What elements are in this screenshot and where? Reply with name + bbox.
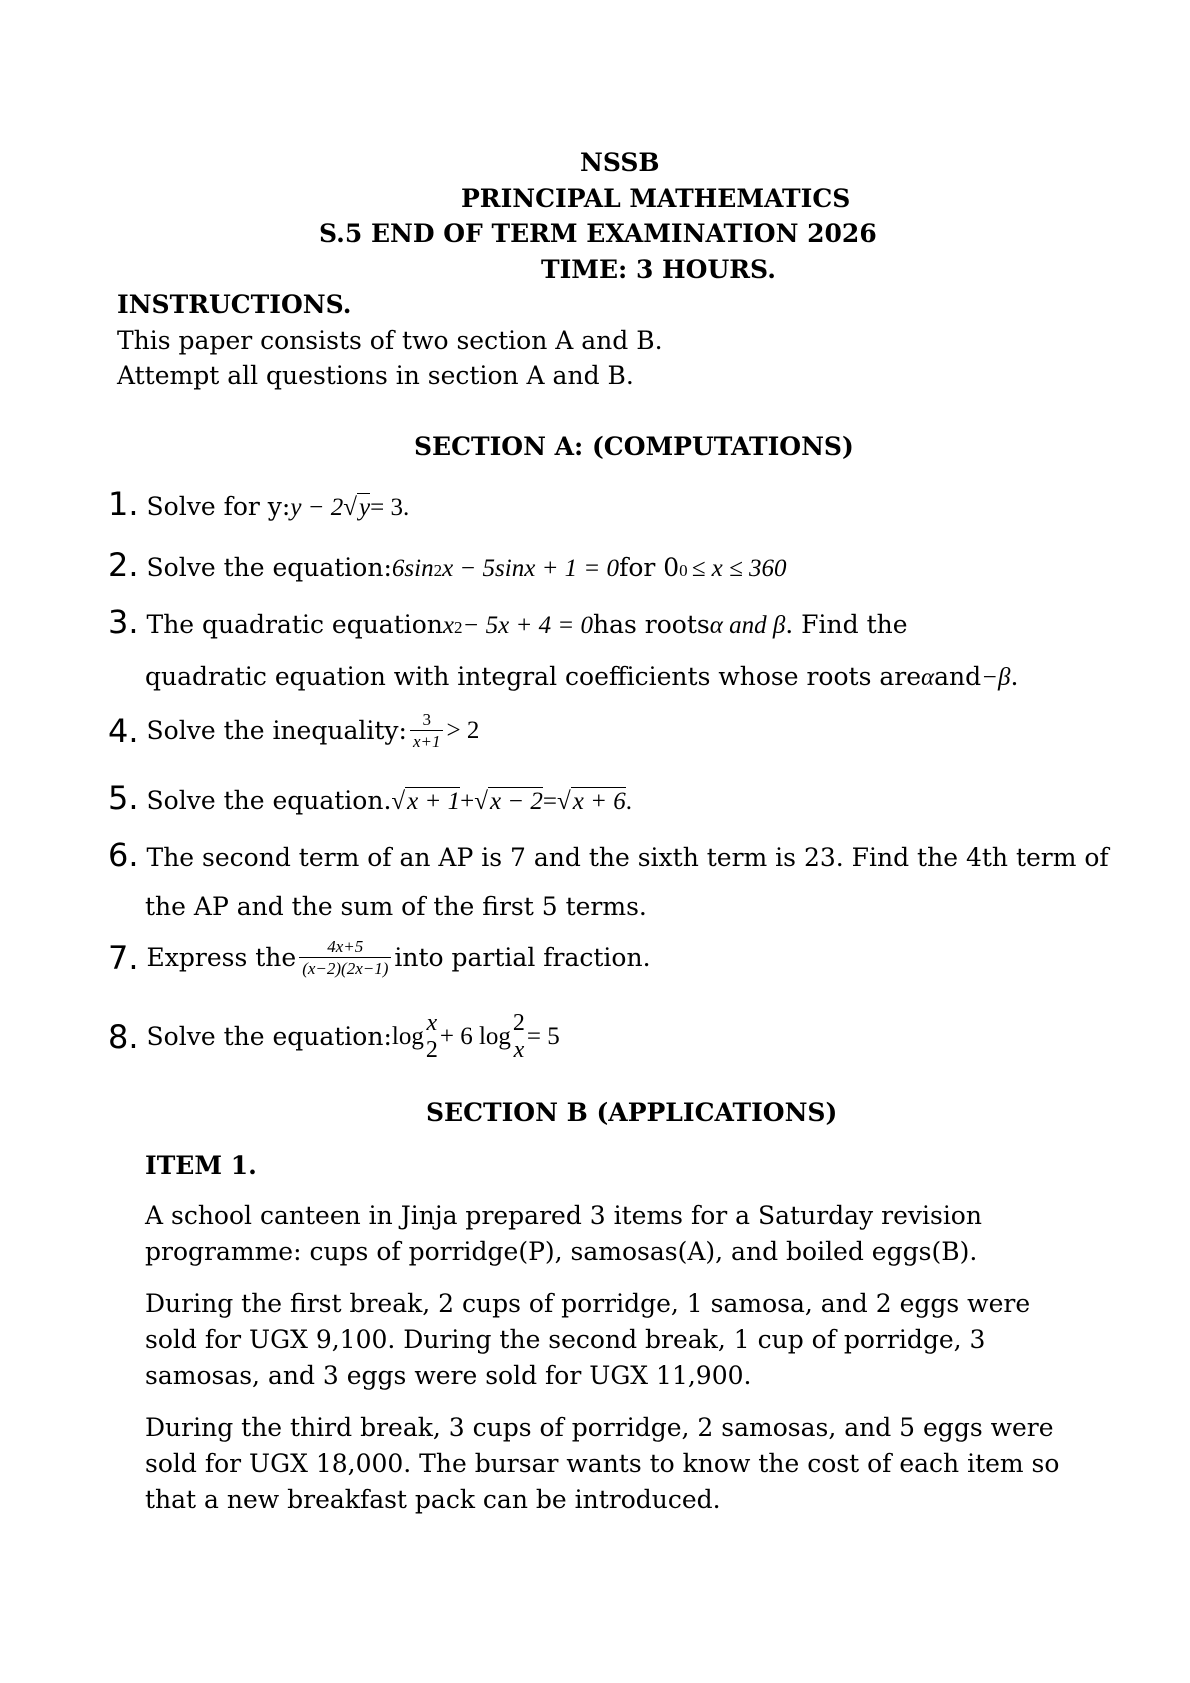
question-text: Solve for y: bbox=[146, 492, 291, 521]
radical-sign: √ bbox=[474, 788, 488, 815]
radicand: x + 1 bbox=[407, 788, 461, 815]
radical-sign: √ bbox=[557, 788, 571, 815]
math-expression: x bbox=[442, 612, 455, 639]
math-expression: − 5x + 4 = 0 bbox=[462, 612, 593, 639]
radicand: x − 2 bbox=[489, 788, 543, 815]
math-expression: α bbox=[921, 664, 935, 691]
math-expression: + 6 log bbox=[439, 1023, 511, 1050]
radicand: y bbox=[359, 494, 371, 521]
question-number: 6. bbox=[108, 836, 139, 874]
question-text: Solve the equation. bbox=[146, 786, 392, 815]
question-5 bbox=[108, 779, 632, 817]
question-text: The quadratic equation bbox=[146, 610, 443, 639]
fraction-denominator: (x−2)(2x−1) bbox=[299, 957, 391, 978]
log-argument-top: x bbox=[426, 1010, 438, 1036]
question-number: 1. bbox=[108, 485, 139, 523]
question-number: 2. bbox=[108, 546, 139, 584]
instruction-line: This paper consists of two section A and B. bbox=[117, 326, 663, 355]
question-text: Solve the equation: bbox=[146, 1022, 392, 1051]
question-3: 3. The quadratic equation x 2 − 5x + 4 = 0 has roots α and β . Find the bbox=[108, 603, 908, 641]
question-4 bbox=[108, 710, 479, 751]
question-number: 3. bbox=[108, 603, 139, 641]
log-argument-bottom: 2 bbox=[425, 1037, 438, 1063]
question-number: 4. bbox=[108, 711, 139, 750]
question-3-line-2 bbox=[145, 662, 1018, 692]
question-text: for 0 bbox=[619, 553, 680, 582]
question-text: . Find the bbox=[785, 610, 908, 639]
log-argument-bottom: x bbox=[513, 1037, 525, 1063]
instruction-line: Attempt all questions in section A and B. bbox=[117, 361, 634, 390]
question-7 bbox=[108, 937, 651, 978]
question-6 bbox=[108, 836, 1109, 874]
item-paragraph: A school canteen in Jinja prepared 3 items for a Saturday revision programme: cups of porridge(P), samosas(A), and boiled eggs(B). bbox=[145, 1201, 982, 1266]
radicand: x + 6 bbox=[572, 788, 626, 815]
question-text: Express the bbox=[146, 942, 297, 972]
question-text: The second term of an AP is 7 and the sixth term is 23. Find the 4th term of bbox=[146, 843, 1109, 872]
exam-title: S.5 END OF TERM EXAMINATION 2026 bbox=[319, 219, 877, 248]
math-expression: ≤ x ≤ 360 bbox=[691, 555, 787, 582]
exam-time: TIME: 3 HOURS. bbox=[541, 255, 776, 284]
log-argument-top: 2 bbox=[512, 1010, 525, 1036]
subject-title: PRINCIPAL MATHEMATICS bbox=[461, 184, 851, 213]
math-expression: = 3. bbox=[370, 494, 410, 521]
log-argument bbox=[426, 1010, 438, 1064]
math-expression: −β bbox=[981, 664, 1011, 691]
question-1 bbox=[108, 485, 409, 523]
instructions-title: INSTRUCTIONS. bbox=[117, 290, 352, 319]
fraction bbox=[299, 937, 391, 978]
question-text: quadratic equation with integral coefficients whose roots are bbox=[145, 662, 922, 691]
question-text: . bbox=[1010, 662, 1019, 691]
math-function: log bbox=[391, 1023, 424, 1050]
question-text: Solve the equation: bbox=[146, 553, 392, 582]
question-number: 8. bbox=[108, 1018, 139, 1056]
math-operator: = bbox=[542, 788, 558, 815]
item-paragraph: During the third break, 3 cups of porridge, 2 samosas, and 5 eggs were sold for UGX 18,000. The bursar wants to know the cost of each item so that a new breakfast pack can be introduced. bbox=[145, 1413, 1060, 1514]
question-text: has roots bbox=[592, 610, 710, 639]
math-expression: x − 5sinx + 1 = 0 bbox=[442, 555, 620, 582]
question-6-line-2: the AP and the sum of the first 5 terms. bbox=[145, 892, 647, 921]
fraction-denominator: x+1 bbox=[410, 730, 444, 751]
fraction-numerator: 3 bbox=[422, 710, 431, 729]
math-expression: = 5 bbox=[526, 1023, 560, 1050]
question-text: into partial fraction. bbox=[394, 942, 651, 972]
question-text: Solve the inequality: bbox=[146, 715, 407, 745]
math-expression: . bbox=[625, 788, 632, 815]
question-number: 7. bbox=[108, 938, 139, 977]
fraction bbox=[410, 710, 444, 751]
school-name: NSSB bbox=[580, 148, 660, 177]
radical-sign: √ bbox=[343, 494, 358, 521]
item-paragraph: During the first break, 2 cups of porridge, 1 samosa, and 2 eggs were sold for UGX 9,100. During the second break, 1 cup of porridge, 3 samosas, and 3 eggs were sold for UGX 11,900. bbox=[145, 1289, 1031, 1390]
math-expression: y − 2 bbox=[290, 494, 344, 521]
question-number: 5. bbox=[108, 779, 139, 817]
radical-sign: √ bbox=[391, 788, 406, 815]
fraction-numerator: 4x+5 bbox=[327, 937, 364, 956]
section-a-title: SECTION A: (COMPUTATIONS) bbox=[414, 432, 854, 461]
question-2: 2. Solve the equation: 6sin 2 x − 5sinx + 1 = 0 for 0 0 ≤ x ≤ 360 bbox=[108, 546, 787, 584]
section-b-title: SECTION B (APPLICATIONS) bbox=[426, 1098, 838, 1127]
log-argument bbox=[513, 1010, 525, 1064]
math-expression: 6sin bbox=[391, 555, 434, 582]
question-8 bbox=[108, 1010, 560, 1064]
math-operator: + bbox=[460, 788, 475, 815]
question-text: and bbox=[934, 662, 982, 691]
math-expression: α and β bbox=[709, 612, 786, 639]
math-expression: > 2 bbox=[446, 716, 480, 744]
item-title: ITEM 1. bbox=[145, 1151, 257, 1180]
